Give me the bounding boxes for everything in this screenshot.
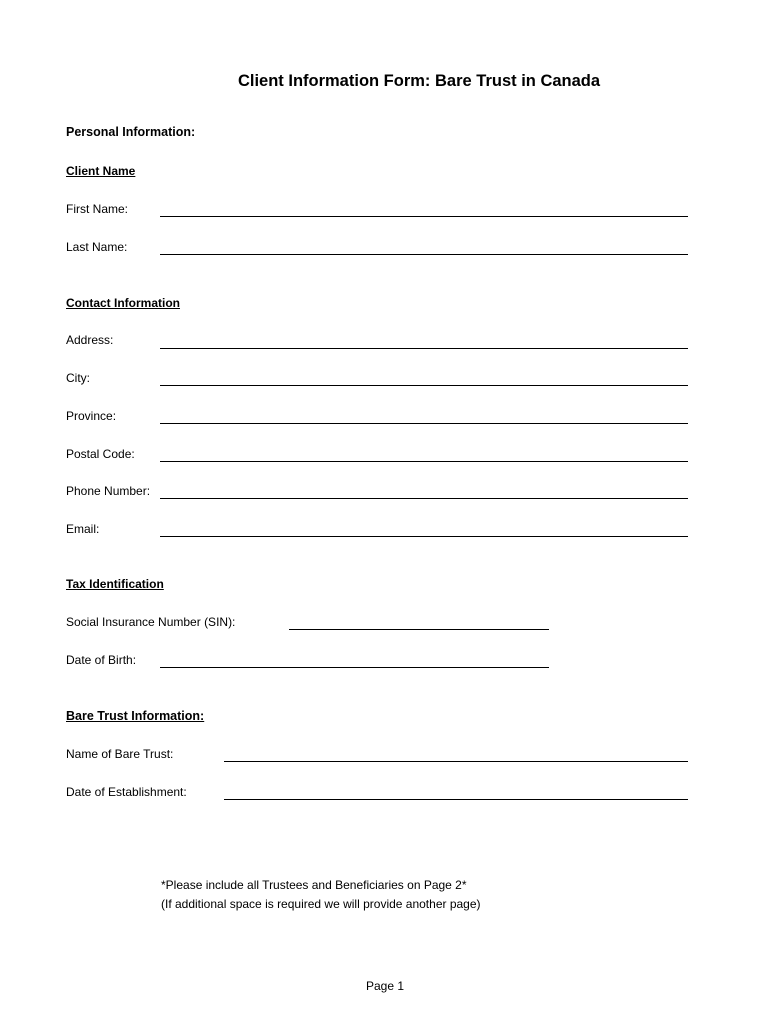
client-name-heading: Client Name [66, 164, 136, 178]
personal-information-heading: Personal Information: [66, 125, 196, 139]
phone-number-field[interactable] [160, 498, 688, 499]
page-number: Page 1 [366, 979, 405, 993]
last-name-label: Last Name: [66, 240, 128, 254]
last-name-field[interactable] [160, 254, 688, 255]
form-title: Client Information Form: Bare Trust in Canada [237, 72, 601, 90]
date-of-birth-label: Date of Birth: [66, 653, 137, 667]
tax-identification-heading: Tax Identification [66, 577, 164, 591]
postal-code-field[interactable] [160, 461, 688, 462]
trustees-note: *Please include all Trustees and Beneficiaries on Page 2* [161, 878, 467, 892]
phone-number-label: Phone Number: [66, 484, 151, 498]
first-name-label: First Name: [66, 202, 129, 216]
postal-code-label: Postal Code: [66, 447, 135, 461]
additional-space-note: (If additional space is required we will provide another page) [161, 897, 481, 911]
date-of-birth-field[interactable] [160, 667, 549, 668]
first-name-field[interactable] [160, 216, 688, 217]
province-field[interactable] [160, 423, 688, 424]
address-label: Address: [66, 333, 114, 347]
bare-trust-information-heading: Bare Trust Information: [66, 709, 205, 723]
address-field[interactable] [160, 348, 688, 349]
province-label: Province: [66, 409, 117, 423]
bare-trust-name-field[interactable] [224, 761, 688, 762]
date-of-establishment-field[interactable] [224, 799, 688, 800]
sin-field[interactable] [289, 629, 549, 630]
email-field[interactable] [160, 536, 688, 537]
city-field[interactable] [160, 385, 688, 386]
email-label: Email: [66, 522, 100, 536]
sin-label: Social Insurance Number (SIN): [66, 615, 236, 629]
city-label: City: [66, 371, 90, 385]
bare-trust-name-label: Name of Bare Trust: [66, 747, 174, 761]
date-of-establishment-label: Date of Establishment: [66, 785, 187, 799]
contact-information-heading: Contact Information [66, 296, 180, 310]
